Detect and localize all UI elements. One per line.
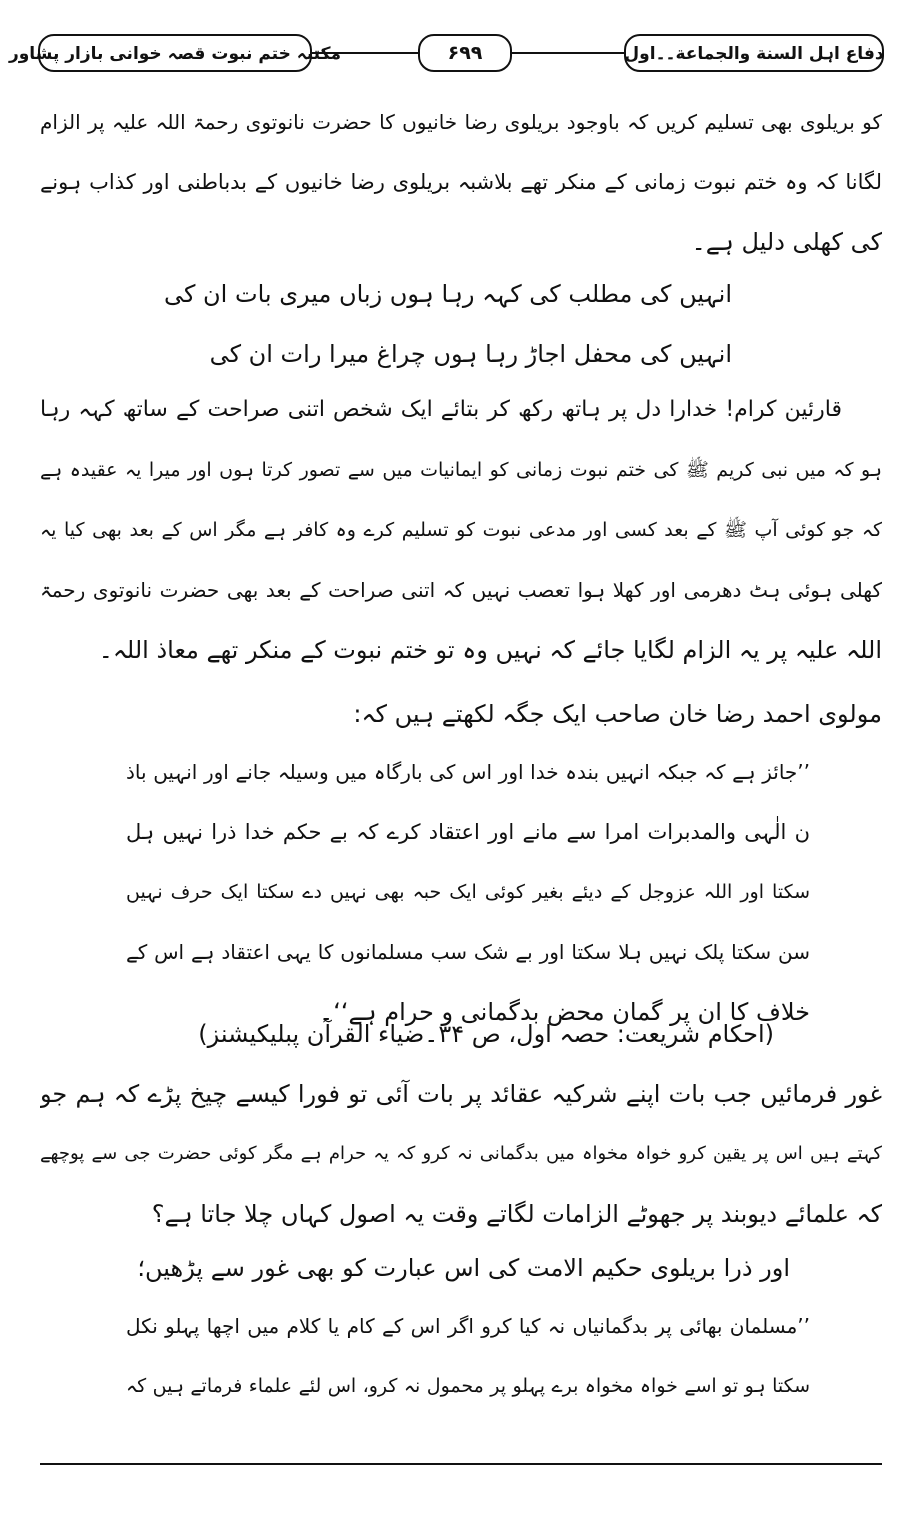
citation bbox=[40, 1004, 882, 1064]
paragraph-4 bbox=[40, 1064, 882, 1244]
paragraph-1 bbox=[40, 92, 882, 272]
paragraph-5 bbox=[40, 1238, 882, 1298]
quote-line: سکتا اور اللہ عزوجل کے دیئے بغیر کوئی ایک حبہ بھی نہیں دے سکتا ایک حرف نہیں bbox=[126, 881, 810, 903]
paragraph-3 bbox=[40, 684, 882, 744]
text-line: اللہ علیہ پر یہ الزام لگایا جائے کہ نہیں وہ تو ختم نبوت کے منکر تھے معاذ اللہ۔ bbox=[98, 636, 882, 664]
couplet bbox=[40, 264, 882, 384]
text-line: غور فرمائیں جب بات اپنے شرکیہ عقائد پر بات آئی تو فورا کیسے چیخ پڑے کہ ہم جو bbox=[40, 1080, 882, 1108]
text-line: اور ذرا بریلوی حکیم الامت کی اس عبارت کو بھی غور سے پڑھیں؛ bbox=[137, 1254, 790, 1282]
quote-2 bbox=[40, 1296, 882, 1416]
page-number bbox=[418, 34, 512, 72]
citation-text: (احکام شریعت: حصہ اول، ص ۳۴۔ضیاء القرآن پبلیکیشنز) bbox=[198, 1020, 774, 1048]
publisher-name: مکتبہ ختم نبوت قصہ خوانی بازار پشاور bbox=[38, 34, 312, 72]
quote-line: سکتا ہو تو اسے خواہ مخواہ برے پہلو پر محمول نہ کرو، اس لئے علماء فرماتے ہیں کہ bbox=[126, 1375, 810, 1397]
text-line: مولوی احمد رضا خان صاحب ایک جگہ لکھتے ہیں کہ: bbox=[353, 700, 882, 728]
quote-line: ’’جائز ہے کہ جبکہ انہیں بندہ خدا اور اس کی بارگاہ میں وسیلہ جانے اور انہیں باذ bbox=[126, 760, 810, 784]
page-header bbox=[8, 34, 884, 70]
text-line: کی کھلی دلیل ہے۔ bbox=[691, 228, 882, 256]
quote-line: سن سکتا پلک نہیں ہلا سکتا اور بے شک سب مسلمانوں کا یہی اعتقاد ہے اس کے bbox=[126, 940, 810, 964]
couplet-line: انہیں کی مطلب کی کہہ رہا ہوں زباں میری بات ان کی bbox=[164, 280, 732, 308]
text-line: کہ علمائے دیوبند پر جھوٹے الزامات لگاتے وقت یہ اصول کہاں چلا جاتا ہے؟ bbox=[151, 1200, 882, 1228]
book-title: دفاع اہل السنة والجماعة۔۔اول bbox=[624, 34, 884, 72]
text-line: کہ جو کوئی آپ ﷺ کے بعد کسی اور مدعی نبوت کو تسلیم کرے وہ کافر ہے مگر اس کے بعد بھی کیا یہ bbox=[40, 519, 882, 541]
footer-rule bbox=[40, 1463, 882, 1465]
text-line: کہتے ہیں اس پر یقین کرو خواہ مخواہ میں بدگمانی نہ کرو کہ یہ حرام ہے مگر کوئی حضرت جی سے پوچھے bbox=[40, 1143, 882, 1164]
text-line: لگانا کہ وہ ختم نبوت زمانی کے منکر تھے بلاشبہ بریلوی رضا خانیوں کے بدباطنی اور کذاب ہونے bbox=[40, 170, 882, 194]
quote-line: ’’مسلمان بھائی پر بدگمانیاں نہ کیا کرو اگر اس کے کام یا کلام میں اچھا پہلو نکل bbox=[126, 1314, 810, 1338]
text-line: کو بریلوی بھی تسلیم کریں کہ باوجود بریلوی رضا خانیوں کا حضرت نانوتوی رحمۃ اللہ علیہ پر الزام bbox=[40, 110, 882, 134]
text-line: قارئین کرام! خدارا دل پر ہاتھ رکھ کر بتائے ایک شخص اتنی صراحت کے ساتھ کہہ رہا bbox=[40, 397, 842, 422]
page-number-text: ۶۹۹ bbox=[447, 42, 483, 64]
text-line: کھلی ہوئی ہٹ دھرمی اور کھلا ہوا تعصب نہیں کہ اتنی صراحت کے بعد بھی حضرت نانوتوی رحمۃ bbox=[40, 578, 882, 602]
text-line: ہو کہ میں نبی کریم ﷺ کی ختم نبوت زمانی کو ایمانیات میں سے تصور کرتا ہوں اور میرا یہ عقیدہ ہے bbox=[40, 459, 882, 481]
quote-1 bbox=[40, 742, 882, 1042]
quote-line: ن الٰہی والمدبرات امرا سے مانے اور اعتقاد کرے کہ بے حکم خدا ذرا نہیں ہل bbox=[126, 820, 810, 844]
paragraph-2 bbox=[40, 380, 882, 680]
quote-line: خلاف کا ان پر گمان محض بدگمانی و حرام ہے‘‘۔ bbox=[319, 998, 810, 1026]
couplet-line: انہیں کی محفل اجاڑ رہا ہوں چراغ میرا رات ان کی bbox=[209, 340, 732, 368]
